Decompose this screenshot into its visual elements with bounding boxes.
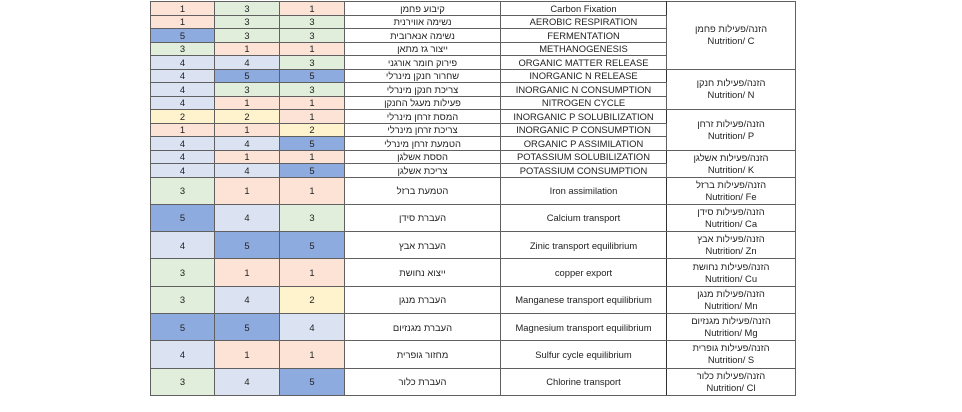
score-cell-1: 3 [151, 368, 215, 395]
score-cell-2: 1 [215, 177, 280, 204]
score-cell-1: 1 [151, 2, 215, 16]
group-label-hebrew: הזנה/פעילות מגנזיום [691, 315, 771, 327]
score-cell-3: 3 [280, 29, 345, 43]
score-cell-3: 5 [280, 69, 345, 83]
score-cell-1: 4 [151, 341, 215, 368]
score-cell-1: 4 [151, 232, 215, 259]
score-cell-3: 5 [280, 232, 345, 259]
score-cell-2: 5 [215, 232, 280, 259]
group-label-english: Nutrition/ C [707, 35, 755, 47]
process-name-english: Magnesium transport equilibrium [501, 313, 667, 340]
nutrition-activity-table [150, 1, 796, 396]
group-label-english: Nutrition/ K [707, 163, 755, 175]
score-cell-2: 4 [215, 164, 280, 178]
score-cell-2: 5 [215, 69, 280, 83]
nutrient-group-label [667, 368, 796, 395]
group-label-english: Nutrition/ P [707, 129, 755, 141]
group-label-english: Nutrition/ Mg [704, 327, 758, 339]
group-label-hebrew: הזנה/פעילות נחושת [692, 260, 770, 272]
score-cell-3: 5 [280, 368, 345, 395]
score-cell-2: 1 [215, 341, 280, 368]
group-label-hebrew: הזנה/פעילות אבץ [697, 233, 765, 245]
table-row [151, 69, 796, 83]
nutrient-group-label [667, 69, 796, 110]
nutrient-group-label [667, 286, 796, 313]
table-row [151, 177, 796, 204]
score-cell-2: 4 [215, 286, 280, 313]
score-cell-1: 3 [151, 259, 215, 286]
process-name-english: INORGANIC P CONSUMPTION [501, 123, 667, 137]
process-name-english: copper export [501, 259, 667, 286]
table-row [151, 204, 796, 231]
score-cell-1: 3 [151, 286, 215, 313]
process-name-english: Zinic transport equilibrium [501, 232, 667, 259]
score-cell-1: 4 [151, 96, 215, 110]
group-label-hebrew: הזנה/פעילות אשלגן [693, 151, 769, 163]
nutrient-group-label [667, 204, 796, 231]
score-cell-3: 1 [280, 42, 345, 56]
score-cell-2: 2 [215, 110, 280, 124]
group-label-hebrew: הזנה/פעילות חנקן [696, 77, 766, 89]
table-row [151, 286, 796, 313]
score-cell-2: 1 [215, 42, 280, 56]
score-cell-3: 1 [280, 177, 345, 204]
score-cell-3: 5 [280, 164, 345, 178]
group-label-hebrew: הזנה/פעילות פחמן [694, 23, 768, 35]
process-name-hebrew: העברת אבץ [345, 232, 501, 259]
score-cell-1: 3 [151, 42, 215, 56]
table-row [151, 150, 796, 164]
process-name-hebrew: העברת כלור [345, 368, 501, 395]
process-name-hebrew: העברת סידן [345, 204, 501, 231]
score-cell-1: 1 [151, 15, 215, 29]
table-row [151, 110, 796, 124]
process-name-hebrew: פירוק חומר אורגני [345, 56, 501, 70]
nutrient-group-label [667, 2, 796, 70]
score-cell-2: 1 [215, 259, 280, 286]
table-row [151, 341, 796, 368]
table-row [151, 313, 796, 340]
score-cell-1: 5 [151, 29, 215, 43]
process-name-english: NITROGEN CYCLE [501, 96, 667, 110]
nutrient-group-label [667, 232, 796, 259]
score-cell-1: 4 [151, 150, 215, 164]
score-cell-2: 1 [215, 150, 280, 164]
score-cell-2: 1 [215, 96, 280, 110]
group-label-hebrew: הזנה/פעילות גופרית [692, 342, 770, 354]
nutrient-group-label [667, 150, 796, 177]
process-name-english: Sulfur cycle equilibrium [501, 341, 667, 368]
process-name-english: Calcium transport [501, 204, 667, 231]
score-cell-1: 3 [151, 177, 215, 204]
table-row [151, 232, 796, 259]
group-label-english: Nutrition/ Ca [704, 217, 758, 229]
process-name-english: INORGANIC N CONSUMPTION [501, 83, 667, 97]
score-cell-1: 4 [151, 69, 215, 83]
process-name-english: INORGANIC P SOLUBILIZATION [501, 110, 667, 124]
group-label-english: Nutrition/ Mn [704, 299, 758, 311]
score-cell-2: 3 [215, 83, 280, 97]
score-cell-1: 5 [151, 313, 215, 340]
score-cell-3: 1 [280, 259, 345, 286]
process-name-hebrew: הטמעת זרחן מינרלי [345, 137, 501, 151]
table-row [151, 259, 796, 286]
group-label-hebrew: הזנה/פעילות מנגן [697, 287, 765, 299]
score-cell-2: 3 [215, 29, 280, 43]
group-label-hebrew: הזנה/פעילות כלור [696, 369, 766, 381]
nutrient-group-label [667, 313, 796, 340]
process-name-hebrew: הטמעת ברזל [345, 177, 501, 204]
process-name-hebrew: צריכת חנקן מינרלי [345, 83, 501, 97]
process-name-hebrew: המסת זרחן מינרלי [345, 110, 501, 124]
group-label-english: Nutrition/ Fe [705, 190, 757, 202]
process-name-english: Chlorine transport [501, 368, 667, 395]
score-cell-3: 4 [280, 313, 345, 340]
process-name-hebrew: פעילות מעגל החנקן [345, 96, 501, 110]
nutrient-group-label [667, 110, 796, 151]
process-name-english: Manganese transport equilibrium [501, 286, 667, 313]
table-body [151, 2, 796, 396]
score-cell-2: 3 [215, 15, 280, 29]
process-name-hebrew: הססת אשלגן [345, 150, 501, 164]
process-name-english: METHANOGENESIS [501, 42, 667, 56]
score-cell-1: 2 [151, 110, 215, 124]
score-cell-3: 1 [280, 150, 345, 164]
process-name-hebrew: נשימה אווירנית [345, 15, 501, 29]
score-cell-3: 1 [280, 341, 345, 368]
group-label-hebrew: הזנה/פעילות זרחן [697, 117, 765, 129]
score-cell-1: 4 [151, 56, 215, 70]
process-name-hebrew: ייצוא נחושת [345, 259, 501, 286]
score-cell-1: 4 [151, 137, 215, 151]
group-label-hebrew: הזנה/פעילות סידן [697, 205, 765, 217]
score-cell-2: 1 [215, 123, 280, 137]
group-label-hebrew: הזנה/פעילות ברזל [695, 178, 767, 190]
score-cell-1: 1 [151, 123, 215, 137]
process-name-hebrew: ייצור גז מתאן [345, 42, 501, 56]
score-cell-3: 2 [280, 123, 345, 137]
process-name-english: INORGANIC N RELEASE [501, 69, 667, 83]
process-name-english: Carbon Fixation [501, 2, 667, 16]
nutrient-group-label [667, 341, 796, 368]
score-cell-3: 3 [280, 15, 345, 29]
score-cell-1: 4 [151, 164, 215, 178]
process-name-hebrew: צריכת אשלגן [345, 164, 501, 178]
process-name-english: Iron assimilation [501, 177, 667, 204]
process-name-english: ORGANIC MATTER RELEASE [501, 56, 667, 70]
process-name-english: POTASSIUM CONSUMPTION [501, 164, 667, 178]
score-cell-2: 5 [215, 313, 280, 340]
score-cell-1: 5 [151, 204, 215, 231]
group-label-english: Nutrition/ Cu [704, 272, 758, 284]
group-label-english: Nutrition/ Cl [706, 381, 756, 393]
score-cell-3: 3 [280, 56, 345, 70]
process-name-hebrew: צריכת זרחן מינרלי [345, 123, 501, 137]
group-label-english: Nutrition/ N [707, 89, 755, 101]
score-cell-2: 4 [215, 204, 280, 231]
table-row [151, 2, 796, 16]
table-row [151, 368, 796, 395]
score-cell-2: 4 [215, 368, 280, 395]
process-name-hebrew: מחזור גופרית [345, 341, 501, 368]
process-name-english: ORGANIC P ASSIMILATION [501, 137, 667, 151]
score-cell-3: 2 [280, 286, 345, 313]
score-cell-3: 5 [280, 137, 345, 151]
nutrient-group-label [667, 177, 796, 204]
process-name-english: AEROBIC RESPIRATION [501, 15, 667, 29]
score-cell-2: 3 [215, 2, 280, 16]
score-cell-2: 4 [215, 56, 280, 70]
process-name-hebrew: העברת מגנזיום [345, 313, 501, 340]
process-name-hebrew: קיבוע פחמן [345, 2, 501, 16]
group-label-english: Nutrition/ S [707, 354, 755, 366]
score-cell-3: 3 [280, 204, 345, 231]
group-label-english: Nutrition/ Zn [705, 245, 757, 257]
score-cell-3: 1 [280, 110, 345, 124]
nutrient-group-label [667, 259, 796, 286]
process-name-english: POTASSIUM SOLUBILIZATION [501, 150, 667, 164]
score-cell-3: 1 [280, 2, 345, 16]
score-cell-1: 4 [151, 83, 215, 97]
process-name-hebrew: שחרור חנקן מינרלי [345, 69, 501, 83]
process-name-hebrew: העברת מנגן [345, 286, 501, 313]
process-name-hebrew: נשימה אנארובית [345, 29, 501, 43]
score-cell-2: 4 [215, 137, 280, 151]
process-name-english: FERMENTATION [501, 29, 667, 43]
score-cell-3: 1 [280, 96, 345, 110]
score-cell-3: 3 [280, 83, 345, 97]
